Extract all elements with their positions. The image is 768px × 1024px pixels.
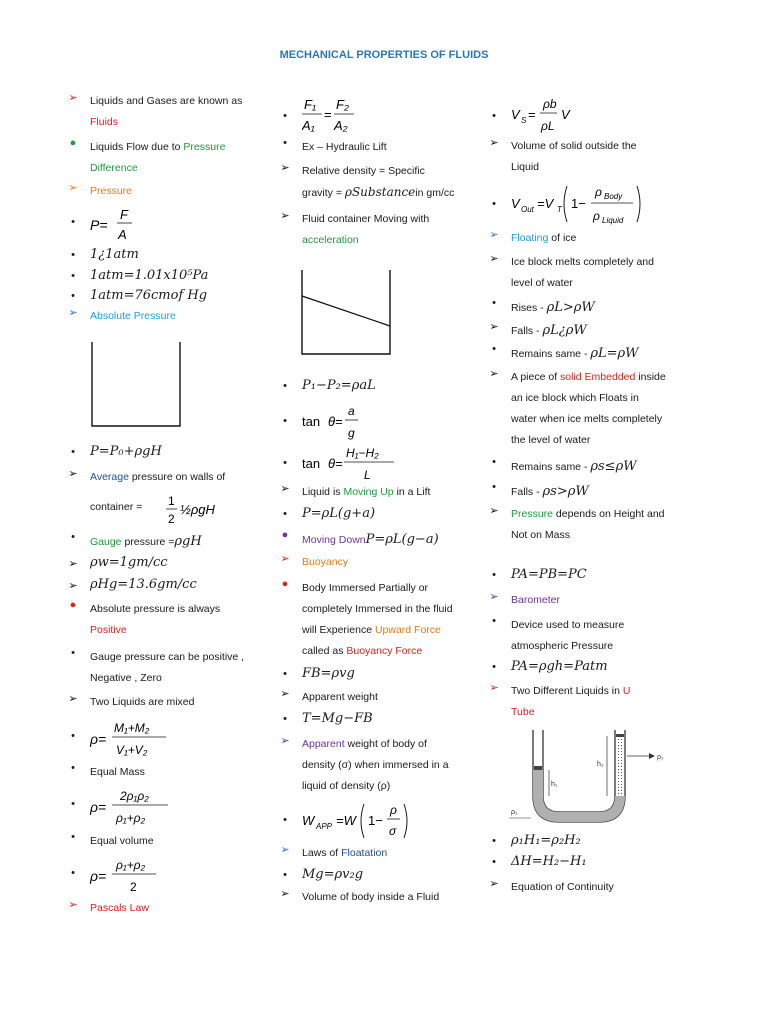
svg-text:S: S (521, 116, 527, 125)
svg-text:1: 1 (168, 494, 175, 508)
svg-text:A: A (118, 227, 127, 242)
dot-bullet-icon: ● (69, 599, 77, 611)
bullet-icon: • (283, 110, 287, 122)
svg-text:VOut=VT(1−ρBody/ρLiquid): VOut=VT(1−ρBody/ρLiquid) (512, 181, 525, 182)
bullet-icon: • (492, 856, 496, 868)
formula-tan-h-l (302, 443, 422, 487)
bullet-icon: • (71, 831, 75, 843)
arrow-bullet-icon: ➢ (280, 553, 290, 565)
svg-text:=V: =V (537, 196, 554, 211)
bullet-icon: • (492, 297, 496, 309)
arrow-bullet-icon: ➢ (68, 182, 78, 194)
formula-atm-pressure: PA=ρgh=Patm (511, 659, 608, 674)
bullet-icon: • (283, 713, 287, 725)
formula-height-difference: ΔH=H₂−H₁ (511, 854, 587, 869)
svg-text:ρL: ρL (541, 119, 555, 133)
svg-text:g: g (348, 426, 355, 440)
svg-text:Body: Body (604, 192, 623, 201)
absolute-pressure-heading: Absolute Pressure (90, 310, 176, 322)
formula-1atm: 1¿1atm (90, 247, 139, 262)
svg-text:V: V (561, 107, 570, 122)
bullet-icon: • (283, 814, 287, 826)
svg-text:=: = (324, 107, 332, 122)
svg-text:VS=ρb/ρL V: VS=ρb/ρL V (512, 95, 518, 96)
bullet-icon: • (492, 110, 496, 122)
arrow-bullet-icon: ➢ (489, 229, 499, 241)
bullet-icon: • (71, 446, 75, 458)
formula-equal-mass (90, 784, 210, 830)
buoyancy-heading: Buoyancy (302, 556, 349, 568)
svg-text:σ: σ (389, 824, 397, 838)
svg-text:ρ₁+ρ₂: ρ₁+ρ₂ (116, 858, 146, 872)
svg-text:F₁: F₁ (304, 97, 317, 112)
svg-text:2: 2 (168, 512, 175, 526)
formula-atm-pa: 1atm=1.01x10⁵Pa (90, 268, 209, 283)
svg-text:V: V (511, 107, 520, 122)
svg-text:ρ₁+ρ₂: ρ₁+ρ₂ (116, 811, 146, 825)
bullet-icon: • (71, 867, 75, 879)
barometer-heading: Barometer (511, 594, 561, 606)
svg-text:V: V (511, 196, 520, 211)
arrow-bullet-icon: ➢ (280, 210, 290, 222)
formula-atm-hg: 1atm=76cmof Hg (90, 288, 208, 303)
svg-text:V₁+V₂: V₁+V₂ (116, 743, 148, 757)
svg-text:θ=: θ= (328, 456, 343, 471)
formula-pressure-difference: P₁−P₂=ρaL (302, 378, 376, 393)
svg-text:tan: tan (302, 456, 321, 471)
svg-text:Liquid: Liquid (602, 216, 624, 225)
arrow-bullet-icon: ➢ (68, 693, 78, 705)
svg-text:ρ=: ρ= (90, 868, 107, 884)
arrow-bullet-icon: ➢ (489, 682, 499, 694)
bullet-icon: • (71, 531, 75, 543)
arrow-bullet-icon: ➢ (68, 558, 78, 570)
bullet-icon: • (71, 730, 75, 742)
arrow-bullet-icon: ➢ (489, 137, 499, 149)
arrow-bullet-icon: ➢ (489, 591, 499, 603)
svg-text:a: a (348, 404, 355, 418)
svg-text:ρ=: ρ= (90, 731, 107, 747)
bullet-icon: • (283, 508, 287, 520)
bullet-icon: • (492, 835, 496, 847)
svg-text:F: F (120, 207, 128, 222)
svg-text:θ=: θ= (328, 414, 343, 429)
svg-text:L: L (364, 468, 371, 482)
svg-text:tan: tan (302, 414, 321, 429)
arrow-bullet-icon: ➢ (68, 468, 78, 480)
svg-text:Out: Out (521, 205, 534, 214)
formula-volume-outside (511, 180, 661, 228)
svg-text:=W: =W (336, 813, 356, 828)
formula-apparent-weight (302, 798, 442, 844)
bullet-icon: • (283, 380, 287, 392)
formula-rho-water: ρw=1gm/cc (90, 555, 168, 570)
formula-mixed-density (90, 716, 210, 762)
container-diagram (90, 340, 184, 430)
bullet-icon: • (283, 668, 287, 680)
bullet-icon: • (492, 456, 496, 468)
bullet-icon: • (283, 415, 287, 427)
bullet-icon: • (492, 615, 496, 627)
bullet-icon: • (283, 137, 287, 149)
accelerating-container-diagram (300, 268, 394, 358)
arrow-bullet-icon: ➢ (68, 92, 78, 104)
formula-moving-up: P=ρL(g+a) (302, 506, 376, 521)
svg-text:W: W (302, 813, 315, 828)
svg-text:ρ₂: ρ₂ (657, 754, 664, 761)
svg-text:APP: APP (316, 822, 333, 831)
bullet-icon: • (492, 481, 496, 493)
svg-text:M₁+M₂: M₁+M₂ (114, 721, 150, 735)
svg-text:1−: 1− (571, 196, 586, 211)
svg-text:P=: P= (90, 217, 108, 233)
svg-text:ρ: ρ (595, 185, 602, 199)
arrow-bullet-icon: ➢ (68, 899, 78, 911)
bullet-icon: • (71, 647, 75, 659)
bullet-icon: • (492, 569, 496, 581)
formula-volume-submerged (511, 94, 631, 138)
formula-u-tube: ρ₁H₁=ρ₂H₂ (511, 833, 581, 848)
svg-text:2: 2 (130, 880, 137, 894)
u-tube-diagram (509, 726, 669, 826)
svg-text:1−: 1− (368, 813, 383, 828)
formula-floatation: Mg=ρv₂g (302, 867, 364, 882)
arrow-bullet-icon: ➢ (280, 483, 290, 495)
bullet-icon: • (492, 661, 496, 673)
arrow-bullet-icon: ➢ (489, 368, 499, 380)
bullet-icon: • (71, 762, 75, 774)
formula-tension: T=Mg−FB (302, 711, 373, 726)
arrow-bullet-icon: ➢ (280, 688, 290, 700)
arrow-bullet-icon: ➢ (489, 321, 499, 333)
arrow-bullet-icon: ➢ (68, 580, 78, 592)
svg-text:A₁: A₁ (302, 118, 315, 133)
dot-bullet-icon: ● (69, 137, 77, 149)
arrow-bullet-icon: ➢ (68, 307, 78, 319)
arrow-bullet-icon: ➢ (280, 888, 290, 900)
arrow-bullet-icon: ➢ (489, 253, 499, 265)
arrow-bullet-icon: ➢ (489, 878, 499, 890)
svg-text:2ρ₁ρ₂: 2ρ₁ρ₂ (120, 789, 149, 803)
bullet-icon: • (71, 216, 75, 228)
formula-tan-a-g (302, 401, 402, 445)
svg-text:ρ=: ρ= (90, 799, 107, 815)
formula-absolute-pressure: P=P₀+ρgH (90, 444, 162, 459)
bullet-icon: • (71, 249, 75, 261)
svg-text:ρ: ρ (390, 803, 397, 817)
svg-text:ρ₁: ρ₁ (511, 809, 518, 816)
formula-rho-hg: ρHg=13.6gm/cc (90, 577, 197, 592)
arrow-bullet-icon: ➢ (280, 735, 290, 747)
svg-text:A₂: A₂ (334, 118, 348, 133)
bullet-icon: • (492, 198, 496, 210)
bullet-icon: • (492, 343, 496, 355)
arrow-bullet-icon: ➢ (489, 505, 499, 517)
formula-half-rho-gh (166, 492, 256, 528)
svg-text:h₂: h₂ (597, 761, 604, 768)
svg-text:½ρgH: ½ρgH (180, 502, 215, 517)
formula-equal-pressure: PA=PB=PC (511, 567, 587, 582)
svg-text:ρb: ρb (543, 97, 557, 111)
continuity-heading: Equation of Continuity (511, 881, 614, 893)
svg-text:T: T (557, 205, 562, 214)
bullet-icon: • (71, 270, 75, 282)
svg-text:F₂: F₂ (336, 97, 349, 112)
fluids-text: Liquids and Gases are known as Fluids (90, 95, 243, 128)
bullet-icon: • (71, 290, 75, 302)
svg-text:=: = (528, 107, 536, 122)
dot-bullet-icon: ● (281, 578, 289, 590)
bullet-icon: • (283, 869, 287, 881)
svg-text:WAPP=W(1−ρ/σ): WAPP=W(1−ρ/σ) (303, 810, 311, 811)
formula-hydraulic (302, 92, 402, 138)
dot-bullet-icon: ● (281, 529, 289, 541)
page-title: MECHANICAL PROPERTIES OF FLUIDS (279, 49, 489, 61)
arrow-bullet-icon: ➢ (280, 844, 290, 856)
svg-text:ρ: ρ (593, 209, 600, 223)
formula-buoyant-force: FB=ρvg (302, 666, 355, 681)
bullet-icon: • (71, 798, 75, 810)
arrow-bullet-icon: ➢ (280, 162, 290, 174)
svg-text:h₁: h₁ (551, 781, 558, 788)
svg-text:H₁−H₂: H₁−H₂ (346, 446, 379, 460)
formula-equal-volume (90, 853, 210, 899)
pascals-law-heading: Pascals Law (90, 902, 149, 914)
bullet-icon: • (283, 457, 287, 469)
